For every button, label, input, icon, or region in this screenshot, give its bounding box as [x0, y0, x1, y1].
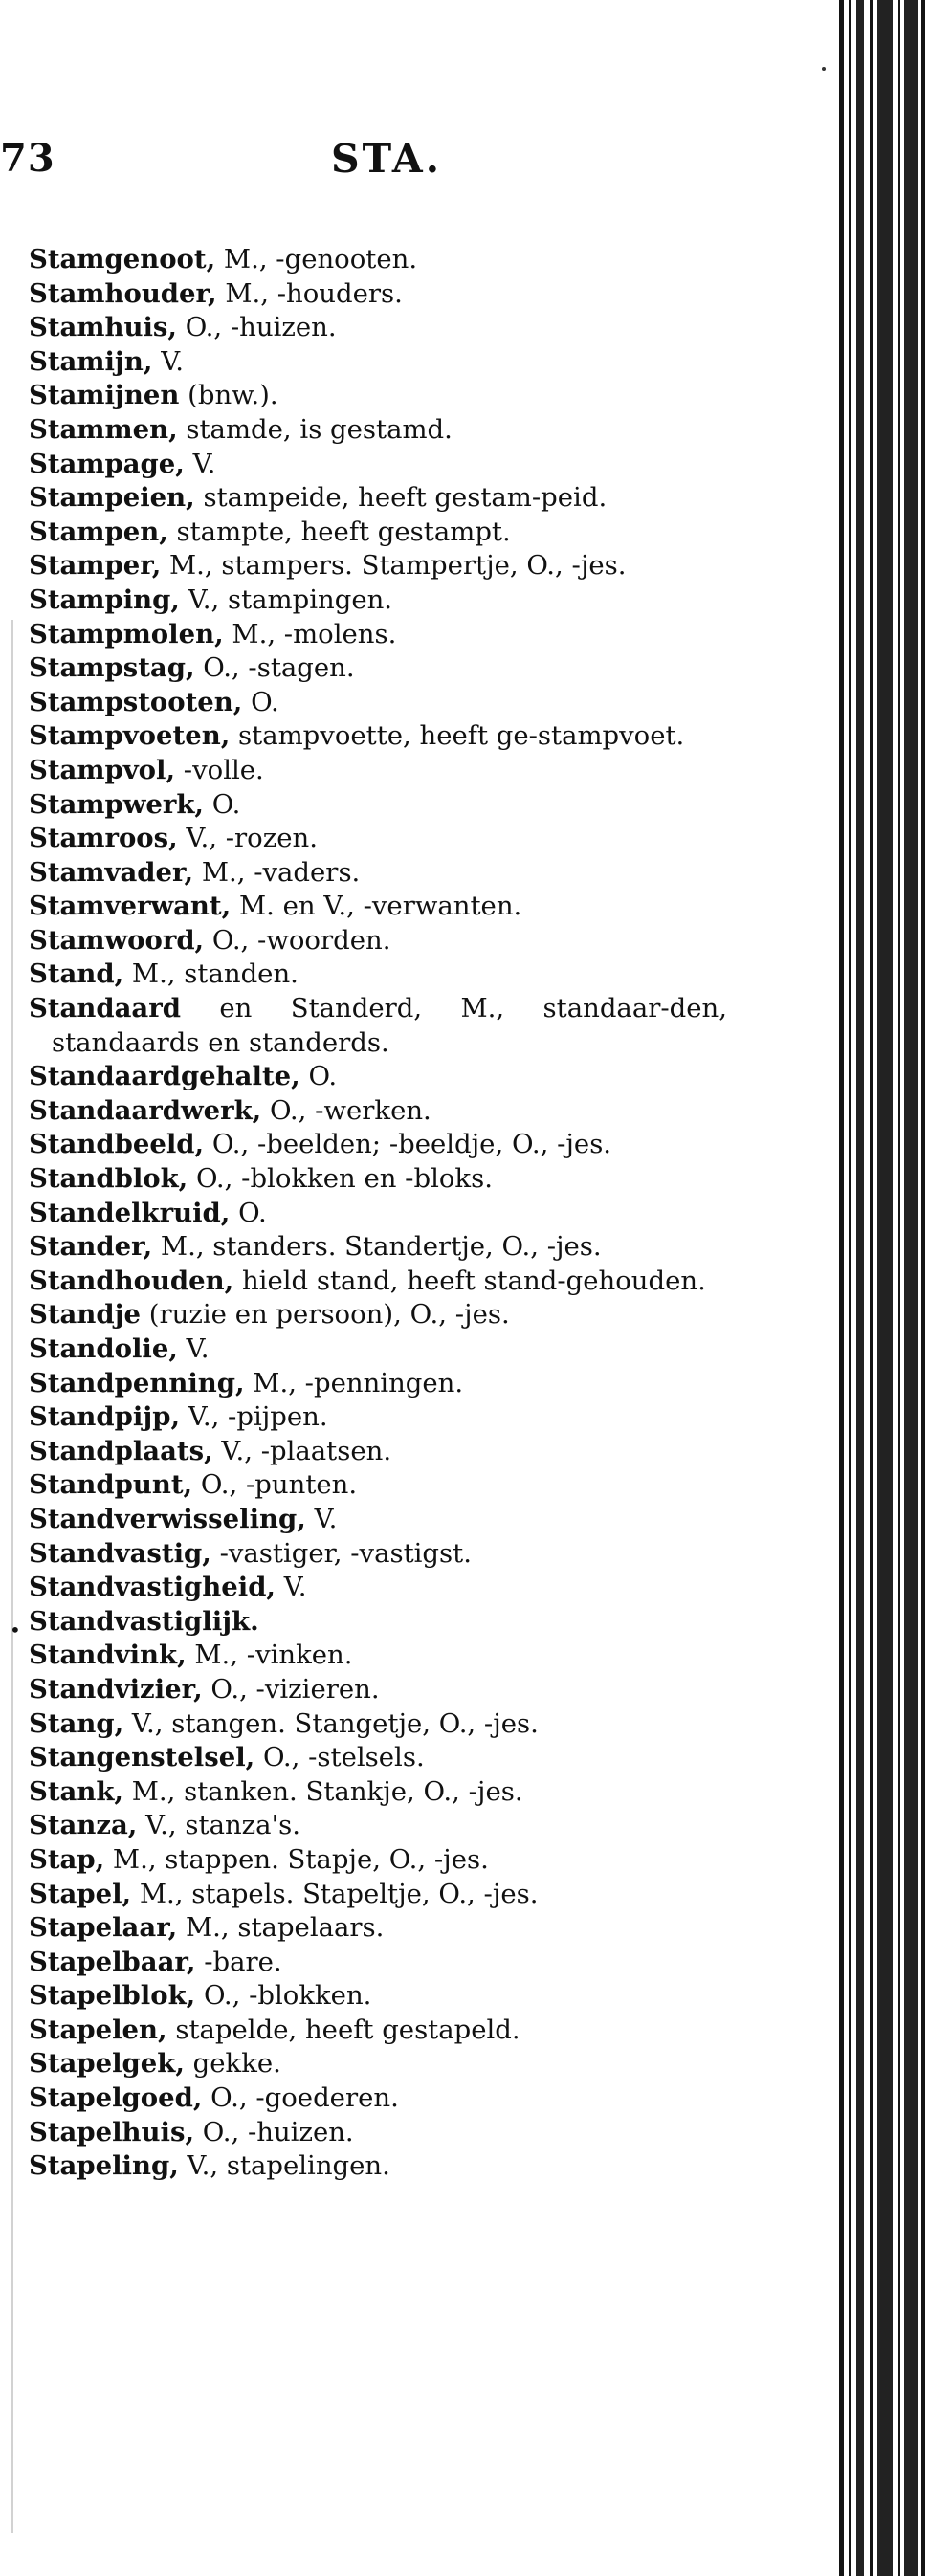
dictionary-entry	[29, 2081, 727, 2116]
entry-headword: Stammen,	[29, 413, 178, 445]
entry-headword: Stamgenoot,	[29, 244, 216, 275]
entry-headword: Stanza,	[29, 1810, 138, 1841]
dictionary-entry	[29, 2116, 727, 2150]
entry-headword: Stamijn,	[29, 345, 153, 377]
entry-definition: V., -rozen.	[177, 823, 318, 854]
dictionary-entry	[29, 1265, 727, 1299]
entry-definition: M., -vaders.	[193, 856, 361, 888]
entry-headword: Stamper,	[29, 550, 162, 582]
entry-definition: M., -penningen.	[244, 1367, 464, 1398]
dictionary-entry	[29, 481, 727, 516]
dictionary-entry	[29, 2014, 727, 2048]
dictionary-entry	[29, 924, 727, 958]
dictionary-entry	[29, 1094, 727, 1129]
entry-headword: Stampeien,	[29, 482, 195, 514]
dictionary-entry	[29, 1639, 727, 1673]
entry-definition: V.	[276, 1572, 307, 1603]
entry-headword: Stamvader,	[29, 856, 194, 888]
entry-headword: Stapelblok,	[29, 1980, 196, 2012]
entry-headword: Stampwerk,	[29, 788, 204, 820]
dictionary-entry	[29, 549, 727, 583]
entry-definition: stampte, heeft gestampt.	[167, 516, 511, 547]
entry-headword: Stand,	[29, 958, 124, 990]
entry-headword: Stapelgoed,	[29, 2082, 203, 2114]
entry-headword: Standverwisseling,	[29, 1503, 306, 1534]
entry-definition: O., -goederen.	[202, 2082, 399, 2114]
dictionary-entry	[29, 1605, 727, 1640]
dictionary-entry	[29, 1537, 727, 1572]
entry-headword: Stapelbaar,	[29, 1946, 196, 1977]
dictionary-entry	[29, 1128, 727, 1162]
dictionary-entry	[29, 1946, 727, 1980]
dictionary-entry	[29, 2149, 727, 2184]
dictionary-entry	[29, 583, 727, 618]
entry-definition: O., -stagen.	[194, 652, 355, 684]
entry-headword: Stap,	[29, 1843, 105, 1875]
entry-definition: -bare.	[195, 1946, 282, 1977]
entry-headword: Stapelgek,	[29, 2048, 185, 2080]
entry-definition: (ruzie en persoon), O., -jes.	[141, 1299, 510, 1331]
entry-headword: Standvink,	[29, 1640, 187, 1671]
entry-definition: V., stapelingen.	[178, 2150, 390, 2182]
dictionary-entry	[29, 448, 727, 482]
entry-headword: Standaardwerk,	[29, 1094, 262, 1126]
entry-definition: O., -punten.	[192, 1469, 358, 1501]
entry-headword: Standaardgehalte,	[29, 1061, 300, 1092]
book-edge	[835, 0, 929, 2576]
entry-definition: O., -blokken en -bloks.	[188, 1163, 493, 1195]
entry-headword: Stamijnen	[29, 380, 180, 411]
entry-definition: M., stampers. Stampertje, O., -jes.	[161, 550, 627, 582]
entry-headword: Standaard	[29, 993, 181, 1024]
entry-headword: Standvastigheid,	[29, 1572, 276, 1603]
entry-definition: stamde, is gestamd.	[177, 413, 453, 445]
entry-definition: -vastiger, -vastigst.	[210, 1537, 472, 1569]
entry-definition: V.	[177, 1333, 210, 1364]
entry-definition: M., stappen. Stapje, O., -jes.	[104, 1843, 489, 1875]
entry-definition: en Standerd, M., standaar-den, standaards en standerds.	[52, 993, 727, 1058]
dictionary-entry	[29, 1707, 727, 1742]
entry-headword: Standpenning,	[29, 1367, 245, 1398]
dictionary-entry	[29, 345, 727, 380]
entry-definition: M., stanken. Stankje, O., -jes.	[123, 1775, 523, 1807]
entry-definition: O.	[242, 686, 279, 717]
entry-headword: Standvizier,	[29, 1673, 203, 1705]
entry-headword: Stampstag,	[29, 652, 195, 684]
dictionary-entry	[29, 1367, 727, 1401]
dictionary-entry	[29, 1197, 727, 1231]
entry-headword: Stampage,	[29, 448, 185, 479]
entry-headword: Standolie,	[29, 1333, 178, 1364]
entry-definition: M., -molens.	[223, 618, 397, 650]
entry-definition: stampvoette, heeft ge-stampvoet.	[230, 720, 685, 752]
dictionary-entry	[29, 1435, 727, 1469]
entry-definition: O., -woorden.	[204, 924, 391, 956]
entry-headword: Standpunt,	[29, 1469, 193, 1501]
entry-definition: stapelde, heeft gestapeld.	[166, 2014, 520, 2045]
entry-headword: Stank,	[29, 1775, 124, 1807]
entry-headword: Stampstooten,	[29, 686, 243, 717]
dictionary-entry	[29, 1911, 727, 1946]
entry-definition: O., -beelden; -beeldje, O., -jes.	[204, 1129, 612, 1160]
dictionary-entry	[29, 1503, 727, 1537]
entry-headword: Stander,	[29, 1231, 153, 1263]
dictionary-entry	[29, 890, 727, 924]
entry-definition: hield stand, heeft stand-gehouden.	[233, 1265, 706, 1296]
dictionary-entry	[29, 1230, 727, 1265]
entry-definition: (bnw.).	[179, 380, 278, 411]
entry-headword: Standplaats,	[29, 1435, 213, 1466]
entry-definition: V., -pijpen.	[180, 1401, 328, 1433]
entry-headword: Stamverwant,	[29, 891, 232, 922]
entry-definition: V.	[305, 1503, 338, 1534]
dictionary-entry	[29, 1979, 727, 2014]
margin-bullet: •	[10, 1618, 21, 1641]
entry-definition: O.	[230, 1197, 267, 1228]
dictionary-entry	[29, 1673, 727, 1707]
entry-definition: V.	[152, 345, 184, 377]
entry-definition: V., stampingen.	[179, 583, 393, 615]
entry-headword: Stampvoeten,	[29, 720, 231, 752]
dictionary-entry	[29, 856, 727, 891]
entry-headword: Stamroos,	[29, 823, 178, 854]
dictionary-entry	[29, 1400, 727, 1435]
page-heading: STA.	[331, 136, 442, 182]
entry-headword: Stampen,	[29, 516, 168, 547]
entry-headword: Standhouden,	[29, 1265, 234, 1296]
dictionary-entry	[29, 788, 727, 823]
entry-definition: M., -vinken.	[186, 1640, 353, 1671]
entry-headword: Stapelen,	[29, 2014, 167, 2045]
dictionary-entry	[29, 1843, 727, 1878]
dictionary-entry	[29, 754, 727, 788]
entry-definition: M., -houders.	[216, 277, 403, 309]
dictionary-entry	[29, 1571, 727, 1605]
entry-definition: M., standen.	[123, 958, 299, 990]
dictionary-entry	[29, 243, 727, 277]
entry-list	[29, 243, 727, 2184]
entry-definition: V., -plaatsen.	[212, 1435, 392, 1466]
dictionary-entry	[29, 618, 727, 652]
entry-definition: stampeide, heeft gestam-peid.	[194, 482, 608, 514]
dictionary-entry	[29, 651, 727, 686]
dictionary-entry	[29, 1775, 727, 1810]
dictionary-entry	[29, 379, 727, 413]
dictionary-entry	[29, 719, 727, 754]
margin-rule	[11, 620, 13, 2533]
entry-headword: Standblok,	[29, 1163, 188, 1195]
dictionary-entry	[29, 1878, 727, 1912]
dictionary-entry	[29, 311, 727, 345]
dictionary-entry	[29, 1809, 727, 1843]
entry-definition: V., stanza's.	[137, 1810, 300, 1841]
entry-definition: M., -genooten.	[215, 244, 418, 275]
entry-definition: M., standers. Standertje, O., -jes.	[152, 1231, 602, 1263]
dictionary-entry	[29, 1298, 727, 1332]
dictionary-entry	[29, 992, 727, 1060]
entry-headword: Stampmolen,	[29, 618, 224, 650]
entry-headword: Standbeeld,	[29, 1129, 205, 1160]
entry-definition: O., -vizieren.	[202, 1673, 380, 1705]
entry-headword: Stamping,	[29, 583, 180, 615]
entry-headword: Stapeling,	[29, 2150, 179, 2182]
page-number: 73	[0, 136, 55, 181]
dictionary-entry	[29, 516, 727, 550]
dictionary-entry	[29, 1468, 727, 1503]
entry-headword: Standpijp,	[29, 1401, 181, 1433]
entry-definition: V., stangen. Stangetje, O., -jes.	[123, 1707, 539, 1739]
entry-definition: O.	[299, 1061, 338, 1092]
entry-headword: Standvastig,	[29, 1537, 211, 1569]
dictionary-entry	[29, 958, 727, 992]
entry-headword: Stamhouder,	[29, 277, 217, 309]
entry-headword: Stamwoord,	[29, 924, 205, 956]
entry-definition: O., -stelsels.	[254, 1742, 425, 1773]
entry-definition: -volle.	[175, 754, 264, 785]
entry-headword: Stapel,	[29, 1878, 132, 1909]
dictionary-entry	[29, 1060, 727, 1094]
entry-definition: V.	[184, 448, 216, 479]
entry-definition: O., -huizen.	[194, 2116, 354, 2147]
entry-headword: Stapelaar,	[29, 1912, 178, 1944]
dictionary-entry	[29, 413, 727, 448]
dictionary-entry	[29, 277, 727, 312]
entry-headword: Standje	[29, 1299, 142, 1331]
entry-definition: O., -blokken.	[195, 1980, 372, 2012]
entry-headword: Stapelhuis,	[29, 2116, 195, 2147]
dictionary-entry	[29, 1162, 727, 1197]
entry-definition: O., -werken.	[261, 1094, 431, 1126]
dictionary-entry	[29, 2047, 727, 2081]
dictionary-entry	[29, 686, 727, 720]
edge-dot	[822, 67, 826, 71]
entry-headword: Stampvol,	[29, 754, 176, 785]
entry-definition: O.	[204, 788, 241, 820]
entry-definition: M. en V., -verwanten.	[231, 891, 522, 922]
entry-definition: O., -huizen.	[176, 312, 337, 343]
entry-headword: Standelkruid,	[29, 1197, 231, 1228]
dictionary-entry	[29, 822, 727, 856]
dictionary-entry	[29, 1741, 727, 1775]
entry-headword: Standvastiglijk.	[29, 1605, 259, 1637]
entry-definition: M., stapels. Stapeltje, O., -jes.	[131, 1878, 539, 1909]
entry-definition: M., stapelaars.	[177, 1912, 385, 1944]
entry-definition: gekke.	[184, 2048, 281, 2080]
entry-headword: Stangenstelsel,	[29, 1742, 255, 1773]
entry-headword: Stang,	[29, 1707, 124, 1739]
entry-headword: Stamhuis,	[29, 312, 177, 343]
dictionary-entry	[29, 1332, 727, 1367]
